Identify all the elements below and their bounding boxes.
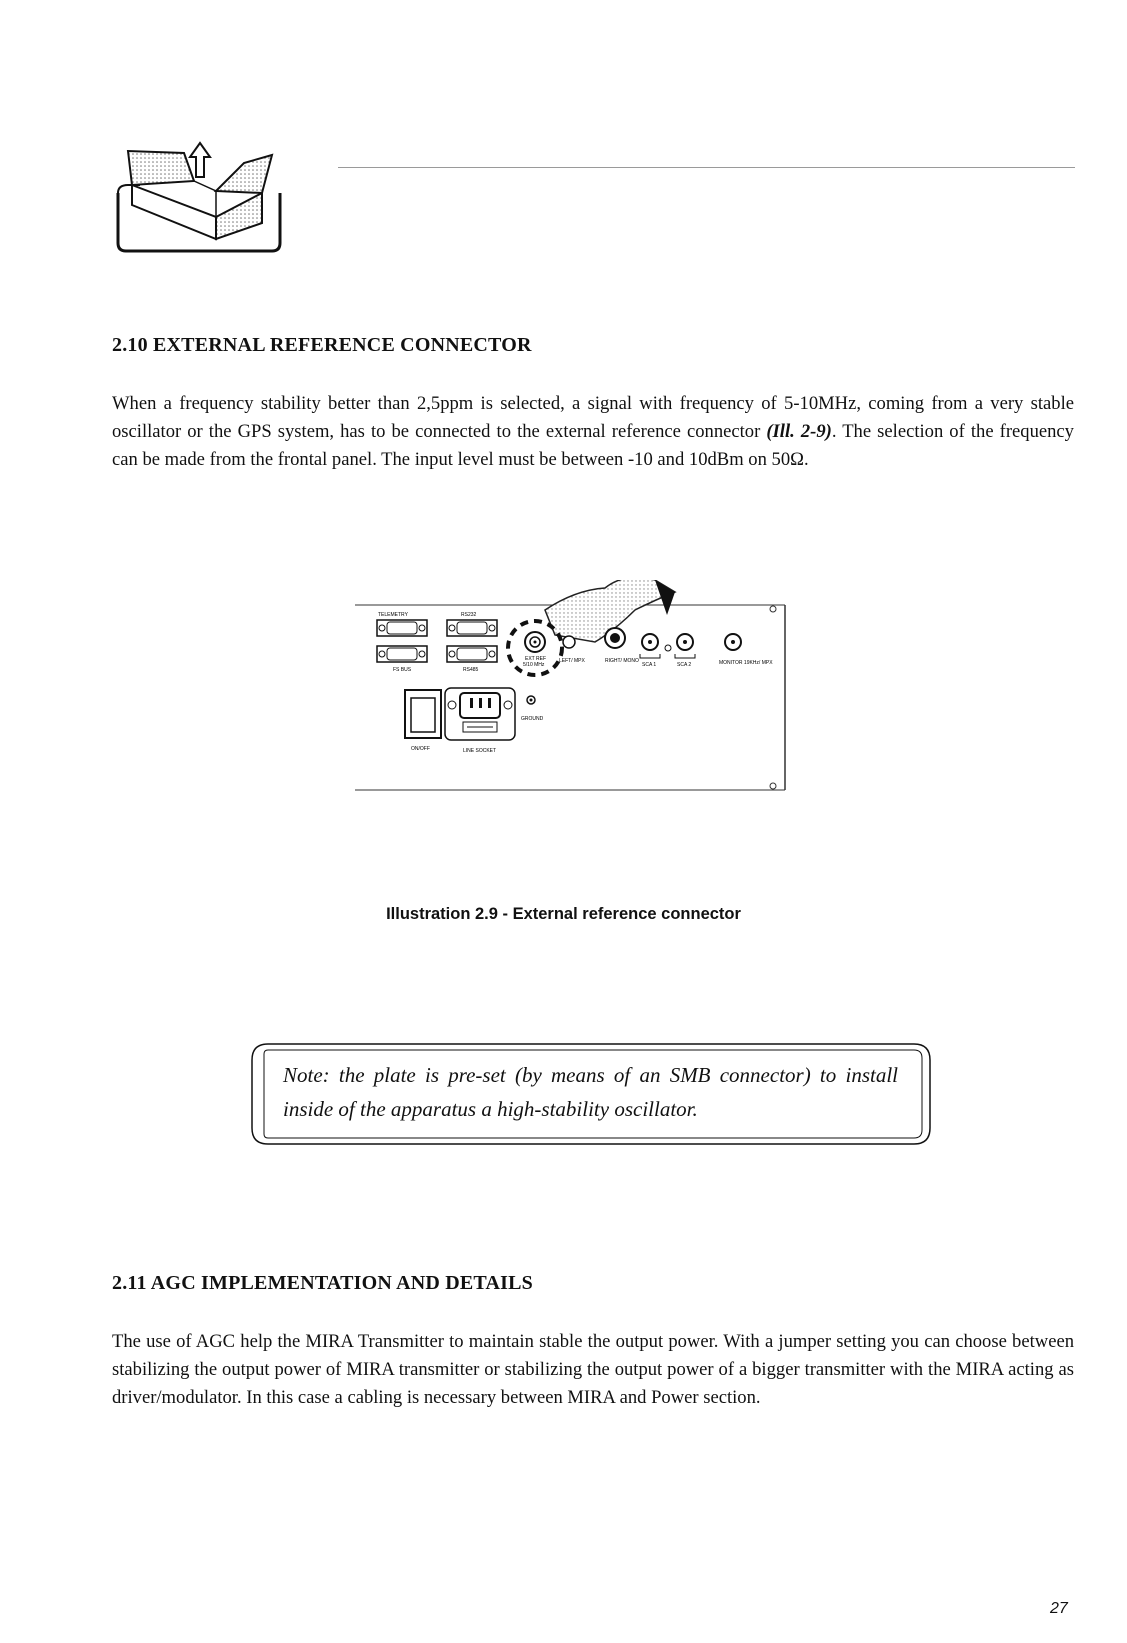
section-body-external-reference: When a frequency stability better than 2,5ppm is selected, a signal with frequency of 5-10MHz, coming from a very stable oscillator or the GPS system, has to be connected to the external reference connector (Ill. 2-9). The selection of the frequency can be made from the frontal panel. The input level must be between -10 and 10dBm on 50Ω. xyxy=(112,393,1074,470)
section-title-agc: 2.11 AGC IMPLEMENTATION AND DETAILS xyxy=(112,1272,533,1294)
power-switch xyxy=(405,690,441,738)
right-mono-xlr-connector xyxy=(605,628,625,648)
note-label: Note: xyxy=(283,1063,330,1087)
sca2-bnc-connector xyxy=(677,634,693,650)
line-socket-connector xyxy=(445,688,515,740)
ground-label: GROUND xyxy=(521,716,544,722)
on-off-label: ON/OFF xyxy=(411,746,430,752)
header-rule xyxy=(338,167,1075,168)
ext-ref-label: EXT REF xyxy=(525,656,547,662)
note-text: Note: the plate is pre-set (by means of an SMB connector) to install inside of the apparatus a high-stability oscillator. xyxy=(283,1063,898,1121)
line-socket-label: LINE SOCKET xyxy=(463,748,497,754)
ext-ref-freq-label: 5/10 MHz xyxy=(523,662,545,668)
sca1-label: SCA 1 xyxy=(642,662,657,668)
left-mpx-label: LEFT/ MPX xyxy=(559,658,585,664)
section-title-external-reference: 2.10 EXTERNAL REFERENCE CONNECTOR xyxy=(112,334,532,356)
fs-bus-label: FS BUS xyxy=(393,667,412,673)
unpacking-box-icon xyxy=(112,133,287,258)
sca2-label: SCA 2 xyxy=(677,662,692,668)
right-mono-label: RIGHT/ MONO xyxy=(605,658,639,664)
figure-caption: Illustration 2.9 - External reference connector xyxy=(386,905,741,923)
ext-ref-bnc-connector xyxy=(525,632,545,652)
fs-bus-dsub-connector xyxy=(377,646,427,662)
illustration-reference: (Ill. 2-9) xyxy=(766,421,832,442)
sca1-bnc-connector xyxy=(642,634,658,650)
rs232-dsub-connector xyxy=(447,620,497,636)
section-body-agc: The use of AGC help the MIRA Transmitter to maintain stable the output power. With a jumper setting you can choose between stabilizing the output power of MIRA transmitter or stabilizing the output power of a bigger transmitter with the MIRA acting as driver/modulator. In this case a cabling is necessary between MIRA and Power section. xyxy=(112,1331,1074,1408)
telemetry-label: TELEMETRY xyxy=(378,612,408,618)
ground-terminal xyxy=(527,696,535,704)
left-mpx-connector xyxy=(563,636,575,648)
page-number: 27 xyxy=(1050,1600,1068,1617)
monitor-bnc-connector xyxy=(725,634,741,650)
rs232-label: RS232 xyxy=(461,612,477,618)
telemetry-dsub-connector xyxy=(377,620,427,636)
rear-panel-diagram xyxy=(355,580,835,840)
rs485-dsub-connector xyxy=(447,646,497,662)
monitor-label: MONITOR 19KHz/ MPX xyxy=(719,660,773,666)
rs485-label: RS485 xyxy=(463,667,479,673)
